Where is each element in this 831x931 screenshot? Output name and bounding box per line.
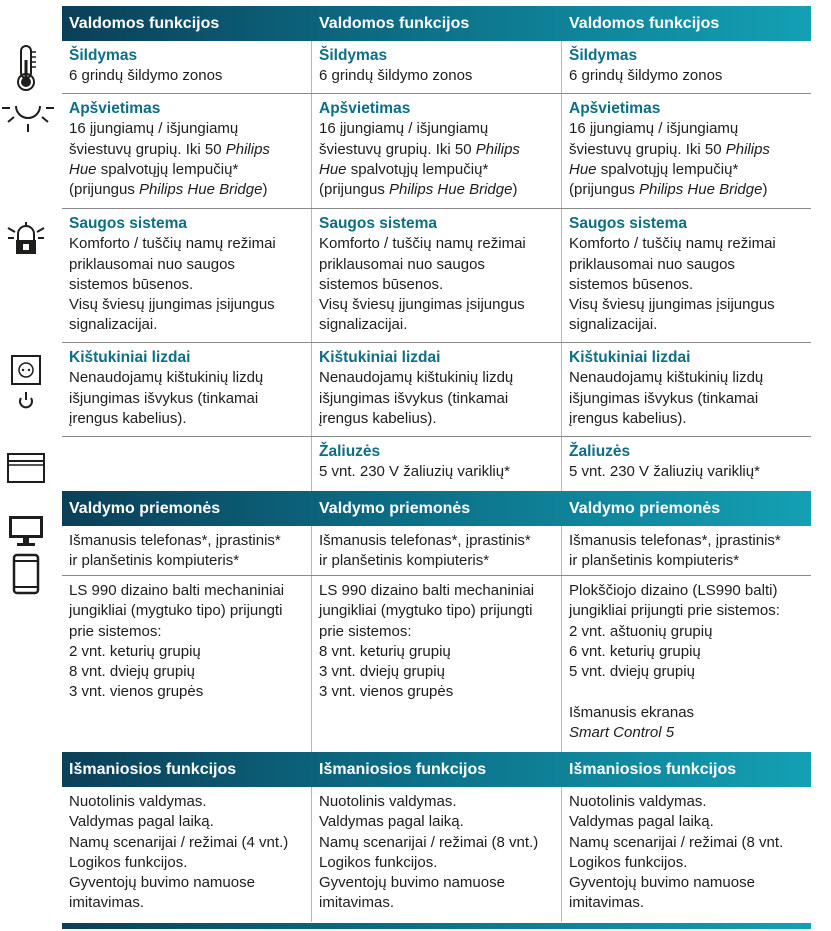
table-cell	[312, 209, 562, 342]
cell-line: Komforto / tuščių namų režimai	[319, 235, 526, 253]
table-cell	[62, 787, 312, 922]
cell-line: Nenaudojamų kištukinių lizdų	[69, 369, 264, 387]
cell-line: 6 grindų šildymo zonos	[569, 67, 723, 85]
cell-line: Komforto / tuščių namų režimai	[69, 235, 276, 253]
cell-line	[569, 682, 805, 702]
cell-line: Nuotolinis valdymas.	[69, 793, 207, 810]
cell-line: sistemos būsenos.	[69, 275, 194, 293]
cell-title: Žaliuzės	[569, 443, 631, 460]
cell-line: jungikliai (mygtuko tipo) prijungti	[69, 602, 283, 620]
cell-line: šviestuvų grupių. Iki 50 Philips	[69, 140, 270, 158]
table-cell	[312, 94, 562, 208]
cell-line: Komforto / tuščių namų režimai	[569, 235, 776, 253]
cell-line: išjungimas išvykus (tinkamai	[319, 389, 509, 407]
cell-line: 8 vnt. keturių grupių	[319, 642, 451, 660]
cell-line: 5 vnt. 230 V žaliuzių variklių*	[569, 463, 760, 481]
smartphone-icon	[4, 553, 48, 595]
cell-line: Gyventojų buvimo namuose	[569, 874, 755, 892]
cell-line: 6 grindų šildymo zonos	[69, 67, 223, 85]
cell-title: Saugos sistema	[69, 215, 188, 232]
cell-line: prie sistemos:	[69, 622, 162, 640]
cell-line: Išmanusis telefonas*, įprastinis*	[569, 532, 781, 549]
cell-line: įrengus kabelius).	[569, 409, 687, 427]
cell-line: Visų šviesų įjungimas įsijungus	[319, 296, 525, 314]
cell-line: Logikos funkcijos.	[569, 853, 688, 871]
functions-section-header	[62, 6, 811, 41]
table-cell	[312, 576, 562, 752]
cell-line: Valdymas pagal laiką.	[319, 813, 464, 831]
socket-icon	[4, 354, 48, 412]
cell-line: Nenaudojamų kištukinių lizdų	[319, 369, 514, 387]
cell-line: imitavimas.	[569, 894, 645, 912]
table-cell	[62, 526, 312, 575]
functions-row	[62, 437, 811, 491]
table-cell	[62, 209, 312, 342]
functions-row	[62, 41, 811, 94]
table-cell	[562, 787, 811, 922]
smart-section-header	[62, 752, 811, 787]
table-cell	[562, 437, 811, 491]
table-cell	[312, 526, 562, 575]
column-header: Valdomos funkcijos	[319, 14, 470, 32]
cell-line: įrengus kabelius).	[69, 409, 187, 427]
column-header: Valdymo priemonės	[69, 499, 221, 517]
table-cell	[562, 343, 811, 436]
bottom-bar	[62, 923, 811, 929]
cell-line: signalizacijai.	[319, 316, 408, 334]
table-cell	[312, 343, 562, 436]
table-cell	[62, 437, 312, 491]
cell-line: 16 įjungiamų / išjungiamų	[69, 120, 239, 138]
cell-line: Namų scenarijai / režimai (4 vnt.)	[69, 833, 289, 851]
cell-line: Išmanusis telefonas*, įprastinis*	[319, 532, 531, 549]
cell-line: Gyventojų buvimo namuose	[69, 874, 255, 892]
controls-section-header	[62, 491, 811, 526]
table-cell	[562, 209, 811, 342]
functions-row	[62, 94, 811, 209]
cell-line: Išmanusis ekranas	[569, 703, 695, 721]
controls-row	[62, 576, 811, 752]
cell-line: ir planšetinis kompiuteris*	[69, 552, 240, 570]
cell-line: Logikos funkcijos.	[69, 853, 188, 871]
cell-line: 5 vnt. 230 V žaliuzių variklių*	[319, 463, 510, 481]
cell-line: Nenaudojamų kištukinių lizdų	[569, 369, 764, 387]
light-icon	[0, 100, 56, 136]
cell-title: Žaliuzės	[319, 443, 381, 460]
cell-line: Nuotolinis valdymas.	[319, 793, 457, 810]
cell-line: 2 vnt. aštuonių grupių	[569, 622, 713, 640]
column-header: Valdymo priemonės	[569, 499, 721, 517]
cell-line: (prijungus Philips Hue Bridge)	[319, 181, 518, 199]
functions-row	[62, 343, 811, 437]
cell-line: LS 990 dizaino balti mechaniniai	[69, 582, 285, 599]
cell-line: 6 grindų šildymo zonos	[319, 67, 473, 85]
thermometer-icon	[4, 44, 48, 92]
cell-line: 3 vnt. dviejų grupių	[319, 663, 445, 681]
cell-line: 16 įjungiamų / išjungiamų	[319, 120, 489, 138]
cell-line: Namų scenarijai / režimai (8 vnt.)	[319, 833, 539, 851]
cell-line: 2 vnt. keturių grupių	[69, 642, 201, 660]
cell-line: signalizacijai.	[69, 316, 158, 334]
cell-title: Šildymas	[69, 47, 138, 64]
cell-line: 8 vnt. dviejų grupių	[69, 663, 195, 681]
cell-line: ir planšetinis kompiuteris*	[319, 552, 490, 570]
cell-line: Valdymas pagal laiką.	[569, 813, 714, 831]
table-cell	[562, 41, 811, 93]
column-header: Išmaniosios funkcijos	[569, 760, 737, 778]
cell-line: 5 vnt. dviejų grupių	[569, 663, 695, 681]
controls-row	[62, 526, 811, 576]
smart-row	[62, 787, 811, 922]
cell-line: imitavimas.	[319, 894, 395, 912]
cell-line: Smart Control 5	[569, 724, 675, 742]
cell-line: Nuotolinis valdymas.	[569, 793, 707, 810]
cell-line: Valdymas pagal laiką.	[69, 813, 214, 831]
cell-line: įrengus kabelius).	[319, 409, 437, 427]
cell-line: signalizacijai.	[569, 316, 658, 334]
table-cell	[312, 437, 562, 491]
cell-line: (prijungus Philips Hue Bridge)	[569, 181, 768, 199]
column-header: Valdomos funkcijos	[69, 14, 220, 32]
cell-line: 3 vnt. vienos grupės	[69, 683, 204, 701]
cell-line: Visų šviesų įjungimas įsijungus	[569, 296, 775, 314]
cell-line: imitavimas.	[69, 894, 145, 912]
cell-line: Visų šviesų įjungimas įsijungus	[69, 296, 275, 314]
cell-title: Kištukiniai lizdai	[319, 349, 441, 366]
cell-line: Hue spalvotųjų lempučių*	[569, 160, 739, 178]
alarm-icon	[4, 222, 48, 256]
column-header: Išmaniosios funkcijos	[69, 760, 237, 778]
table-cell	[312, 787, 562, 922]
cell-title: Apšvietimas	[69, 100, 161, 117]
cell-title: Saugos sistema	[569, 215, 688, 232]
cell-line: Logikos funkcijos.	[319, 853, 438, 871]
table-cell	[62, 576, 312, 752]
column-header: Valdymo priemonės	[319, 499, 471, 517]
cell-line: 3 vnt. vienos grupės	[319, 683, 454, 701]
cell-line: Gyventojų buvimo namuose	[319, 874, 505, 892]
table-cell	[62, 41, 312, 93]
cell-line: šviestuvų grupių. Iki 50 Philips	[319, 140, 520, 158]
cell-line: šviestuvų grupių. Iki 50 Philips	[569, 140, 770, 158]
blinds-icon	[4, 452, 48, 484]
cell-line: jungikliai (mygtuko tipo) prijungti	[319, 602, 533, 620]
cell-line: sistemos būsenos.	[569, 275, 694, 293]
cell-title: Kištukiniai lizdai	[69, 349, 191, 366]
cell-line: (prijungus Philips Hue Bridge)	[69, 181, 268, 199]
cell-line: priklausomai nuo saugos	[569, 255, 735, 273]
cell-line: išjungimas išvykus (tinkamai	[69, 389, 259, 407]
cell-line: 16 įjungiamų / išjungiamų	[569, 120, 739, 138]
cell-line: priklausomai nuo saugos	[69, 255, 235, 273]
table-cell	[312, 41, 562, 93]
cell-line: Namų scenarijai / režimai (8 vnt.	[569, 833, 784, 851]
cell-title: Šildymas	[569, 47, 638, 64]
table-cell	[62, 94, 312, 208]
cell-title: Kištukiniai lizdai	[569, 349, 691, 366]
cell-title: Apšvietimas	[569, 100, 661, 117]
column-header: Išmaniosios funkcijos	[319, 760, 487, 778]
cell-line: Plokščiojo dizaino (LS990 balti)	[569, 582, 778, 599]
cell-title: Apšvietimas	[319, 100, 411, 117]
table-cell	[62, 343, 312, 436]
cell-line: sistemos būsenos.	[319, 275, 444, 293]
comparison-table	[62, 6, 811, 929]
cell-line: Išmanusis telefonas*, įprastinis*	[69, 532, 281, 549]
cell-line: ir planšetinis kompiuteris*	[569, 552, 740, 570]
cell-line: išjungimas išvykus (tinkamai	[569, 389, 759, 407]
cell-line: LS 990 dizaino balti mechaniniai	[319, 582, 535, 599]
icon-column	[0, 0, 62, 931]
table-cell	[562, 576, 811, 752]
table-cell	[562, 526, 811, 575]
cell-line: 6 vnt. keturių grupių	[569, 642, 701, 660]
cell-line: Hue spalvotųjų lempučių*	[319, 160, 489, 178]
cell-title: Saugos sistema	[319, 215, 438, 232]
cell-line: Hue spalvotųjų lempučių*	[69, 160, 239, 178]
cell-line: prie sistemos:	[319, 622, 412, 640]
cell-line: jungikliai prijungti prie sistemos:	[569, 602, 780, 620]
column-header: Valdomos funkcijos	[569, 14, 720, 32]
cell-title: Šildymas	[319, 47, 388, 64]
table-cell	[562, 94, 811, 208]
cell-line: priklausomai nuo saugos	[319, 255, 485, 273]
functions-row	[62, 209, 811, 343]
monitor-icon	[4, 514, 48, 548]
